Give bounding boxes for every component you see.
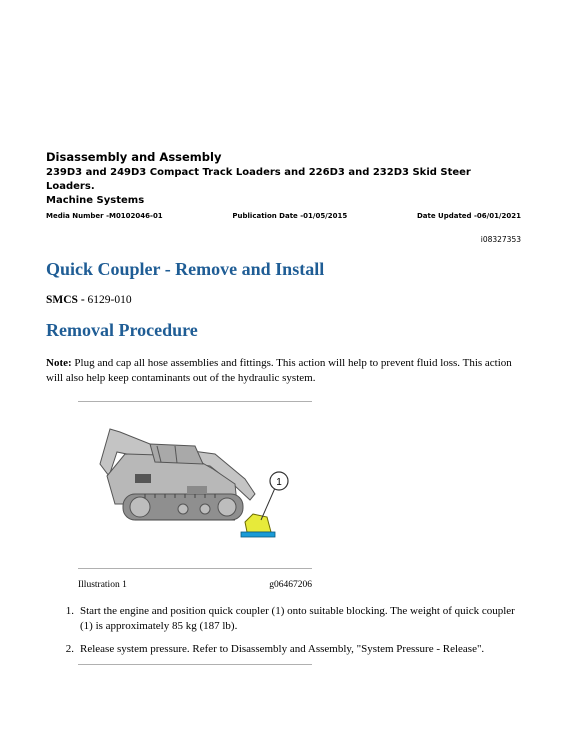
note-paragraph (46, 356, 516, 385)
callout-number: 1 (276, 477, 282, 488)
section-heading: Removal Procedure (46, 320, 198, 340)
track-loader-drawing (95, 424, 305, 542)
step-text: Release system pressure. Refer to Disassembly and Assembly, "System Pressure - Release". (80, 643, 485, 655)
illustration-caption-row (78, 580, 312, 590)
procedure-steps (46, 604, 516, 666)
metadata-row (46, 212, 521, 220)
illustration-caption: Illustration 1 (78, 580, 127, 590)
page-title: Quick Coupler - Remove and Install (46, 259, 325, 279)
document-header (46, 150, 521, 220)
illustration-top-rule (78, 401, 312, 402)
document-title: Disassembly and Assembly (46, 150, 222, 164)
date-updated: Date Updated -06/01/2021 (416, 212, 521, 220)
document-subtitle (46, 166, 521, 208)
subtitle-line-1: 239D3 and 249D3 Compact Track Loaders and 226D3 and 232D3 Skid Steer Loaders. (46, 167, 471, 192)
smcs-value: 6129-010 (87, 294, 132, 306)
publication-date: Publication Date -01/05/2015 (232, 212, 348, 220)
list-item (46, 604, 516, 633)
document-id: i08327353 (480, 235, 521, 244)
note-text: Plug and cap all hose assemblies and fittings. This action will help to prevent fluid loss. This action will also help keep contaminants out of the hydraulic system. (46, 357, 512, 384)
quick-coupler-highlight (245, 514, 271, 532)
media-number: Media Number -M0102046-01 (46, 212, 163, 220)
bottom-rule (78, 664, 312, 665)
note-label: Note: (46, 357, 72, 369)
subtitle-line-2: Machine Systems (46, 195, 145, 206)
illustration-bottom-rule (78, 568, 312, 569)
step-number: 2. (65, 643, 74, 655)
smcs-line (46, 294, 132, 306)
list-item (46, 642, 516, 657)
illustration-image (95, 424, 305, 542)
step-number: 1. (65, 605, 74, 617)
step-text: Start the engine and position quick coupler (1) onto suitable blocking. The weight of quick coupler (1) is approximately 85 kg (187 lb). (80, 605, 515, 632)
illustration-graphic-id: g06467206 (269, 580, 312, 590)
smcs-label: SMCS - (46, 294, 85, 306)
